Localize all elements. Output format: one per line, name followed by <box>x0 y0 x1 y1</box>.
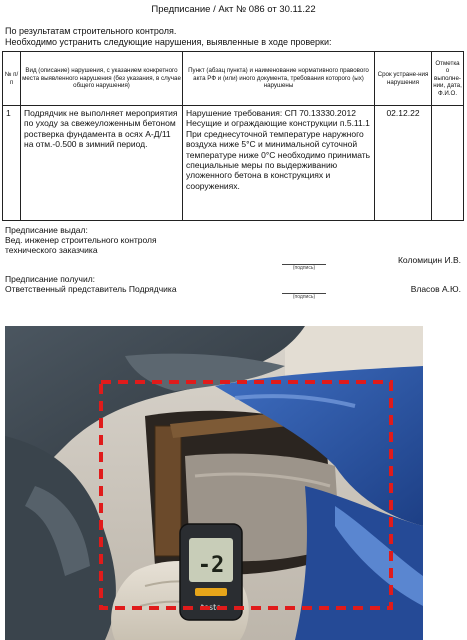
issued-label: Предписание выдал: <box>5 225 88 235</box>
header-normative: Пункт (абзац пункта) и наименование нормативного правового акта РФ и (или) иного документа, требования которого (ых) нарушены <box>183 52 375 106</box>
received-name: Власов А.Ю. <box>410 284 461 294</box>
document-title: Предписание / Акт № 086 от 30.11.22 <box>151 4 316 15</box>
header-mark: Отметка о выполне-нии, дата, Ф.И.О. <box>432 52 464 106</box>
issued-position-line1: Вед. инженер строительного контроля <box>5 235 157 245</box>
issued-position-line2: технического заказчика <box>5 245 98 255</box>
header-deadline: Срок устране-ния нарушения <box>375 52 432 106</box>
received-signature-caption: (подпись) <box>292 294 316 300</box>
intro-line-1: По результатам строительного контроля. <box>5 26 177 36</box>
row-num: 1 <box>3 106 21 221</box>
thermometer-reading: -2 <box>197 553 225 578</box>
intro-line-2: Необходимо устранить следующие нарушения, выявленные в ходе проверки: <box>5 37 332 47</box>
issued-signature-caption: (подпись) <box>292 265 316 271</box>
table-row <box>3 106 464 221</box>
row-normative: Нарушение требования: СП 70.13330.2012 Несущие и ограждающие конструкции п.5.11.1 При среднесуточной температуре наружного воздуха ниже 5°С и минимальной суточной температуре ниже 0°С необходимо принимать специальные меры по выдерживанию уложенного бетона в конструкциях и сооружениях. <box>183 106 375 221</box>
thermometer-brand: testo <box>200 603 222 612</box>
received-position: Ответственный представитель Подрядчика <box>5 284 177 294</box>
table-header-row <box>3 52 464 106</box>
wooden-post <box>155 426 181 556</box>
header-num: № п/п <box>3 52 21 106</box>
row-description: Подрядчик не выполняет мероприятия по уходу за свежеуложенным бетоном ростверка фундамента в осях А-Д/11 на отм.-0.500 в зимний период. <box>21 106 183 221</box>
issued-name: Коломицин И.В. <box>397 255 461 265</box>
row-mark <box>432 106 464 221</box>
inspection-photo <box>5 326 423 640</box>
thermometer-device <box>180 524 242 620</box>
row-deadline: 02.12.22 <box>375 106 432 221</box>
received-label: Предписание получил: <box>5 274 96 284</box>
header-description: Вид (описание) нарушения, с указанием конкретного места выявленного нарушения (без указания, в случае общего нарушения) <box>21 52 183 106</box>
violations-table <box>2 51 464 221</box>
